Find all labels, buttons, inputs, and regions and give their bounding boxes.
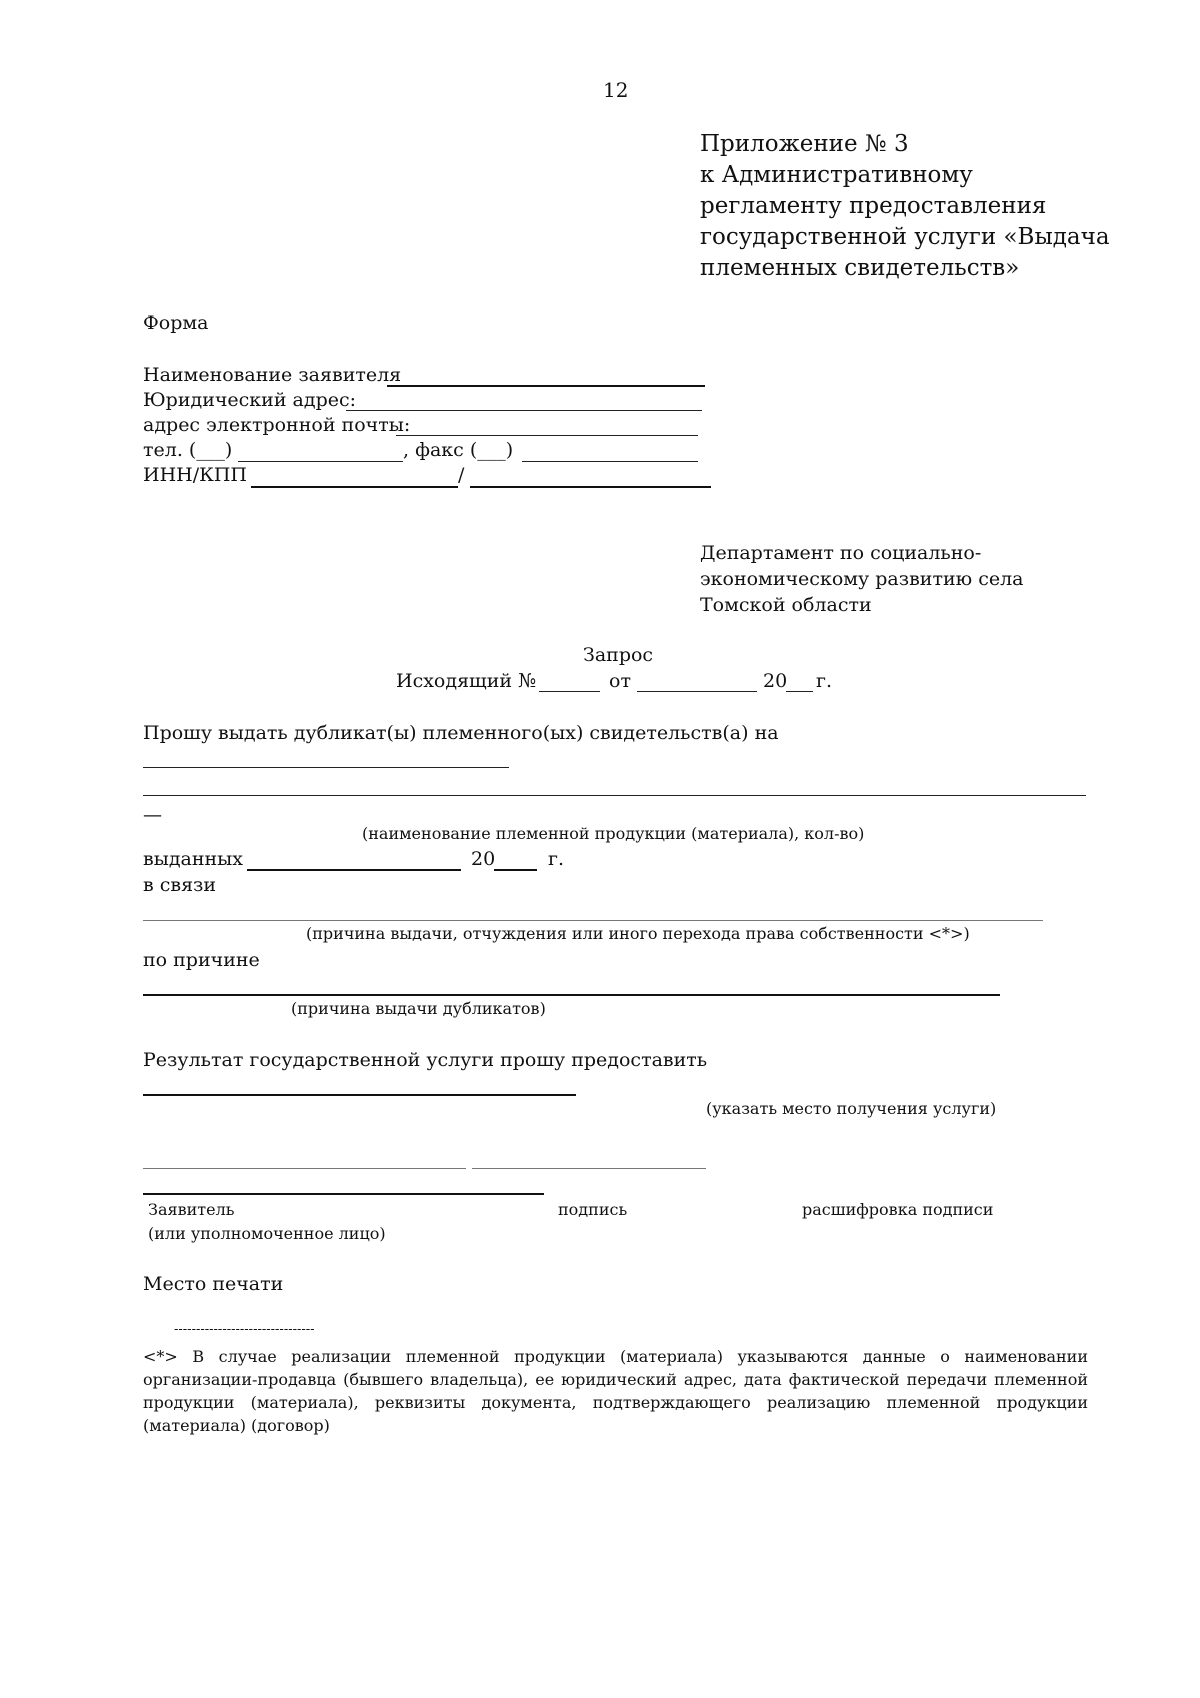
- signature-line-bottom: [143, 1193, 544, 1195]
- recipient-line-1: Департамент по социально-: [700, 542, 982, 564]
- in-connection-label: в связи: [143, 874, 217, 896]
- applicant-name-label: Наименование заявителя: [143, 364, 402, 386]
- stamp-place-label: Место печати: [143, 1273, 284, 1295]
- applicant-note-caption: (или уполномоченное лицо): [148, 1224, 386, 1243]
- appendix-line-2: к Административному: [700, 162, 973, 188]
- email-label: адрес электронной почты:: [143, 414, 411, 436]
- phone-line: [238, 461, 403, 462]
- request-line-2: [143, 795, 1086, 796]
- inn-label: ИНН/КПП: [143, 464, 247, 486]
- kpp-line: [470, 486, 711, 488]
- issued-year-line: [494, 869, 537, 871]
- inn-line: [251, 486, 458, 488]
- year-suffix: г.: [816, 670, 832, 692]
- duplicate-reason-line: [143, 994, 1000, 996]
- duplicate-caption: (причина выдачи дубликатов): [291, 999, 546, 1018]
- footnote-separator: --------------------------------: [174, 1322, 315, 1337]
- reason-caption: (причина выдачи, отчуждения или иного перехода права собственности <*>): [306, 924, 970, 943]
- outgoing-number-line: [539, 691, 600, 692]
- footnote-text: <*> В случае реализации племенной продукции (материала) указываются данные о наименовании организации-продавца (бывшего владельца), ее юридический адрес, дата фактической передачи племенной продукции (материала), реквизиты документа, подтверждающего реализацию племенной продукции (материала) (договор): [143, 1347, 1088, 1435]
- recipient-line-3: Томской области: [700, 594, 872, 616]
- legal-address-line: [346, 410, 702, 411]
- issued-year: 20: [471, 848, 496, 870]
- signature-line-applicant: [143, 1168, 466, 1169]
- year-prefix: 20: [763, 670, 788, 692]
- result-line: [143, 1094, 576, 1096]
- applicant-name-line: [387, 385, 705, 387]
- request-line-1: [143, 767, 509, 768]
- decoding-caption: расшифровка подписи: [802, 1200, 994, 1219]
- request-title: Запрос: [583, 644, 654, 666]
- dash-mark: —: [143, 804, 162, 826]
- issued-label: выданных: [143, 848, 244, 870]
- recipient-line-2: экономическому развитию села: [700, 568, 1024, 590]
- phone-label: тел. (___): [143, 439, 233, 461]
- email-line: [396, 435, 698, 436]
- appendix-line-5: племенных свидетельств»: [700, 255, 1020, 281]
- appendix-line-4: государственной услуги «Выдача: [700, 224, 1110, 250]
- signature-line-sign: [472, 1168, 706, 1169]
- issued-year-suffix: г.: [548, 848, 564, 870]
- from-label: от: [609, 670, 631, 692]
- issued-line: [247, 869, 461, 871]
- request-text: Прошу выдать дубликат(ы) племенного(ых) свидетельств(а) на: [143, 722, 779, 744]
- result-text: Результат государственной услуги прошу предоставить: [143, 1049, 708, 1071]
- reason-line: [143, 920, 1043, 921]
- appendix-line-1: Приложение № 3: [700, 131, 909, 157]
- appendix-line-3: регламенту предоставления: [700, 193, 1047, 219]
- legal-address-label: Юридический адрес:: [143, 389, 357, 411]
- outgoing-number-label: Исходящий №: [396, 670, 537, 692]
- year-line: [786, 691, 813, 692]
- fax-line: [522, 461, 698, 462]
- place-caption: (указать место получения услуги): [706, 1099, 997, 1118]
- by-reason-label: по причине: [143, 949, 260, 971]
- form-label: Форма: [143, 312, 209, 334]
- fax-label: , факс (___): [403, 439, 514, 461]
- sign-caption: подпись: [558, 1200, 628, 1219]
- inn-separator: /: [458, 464, 465, 486]
- page-number: 12: [603, 78, 629, 102]
- applicant-caption: Заявитель: [148, 1200, 235, 1219]
- product-caption: (наименование племенной продукции (материала), кол-во): [362, 824, 865, 843]
- date-line: [637, 691, 757, 692]
